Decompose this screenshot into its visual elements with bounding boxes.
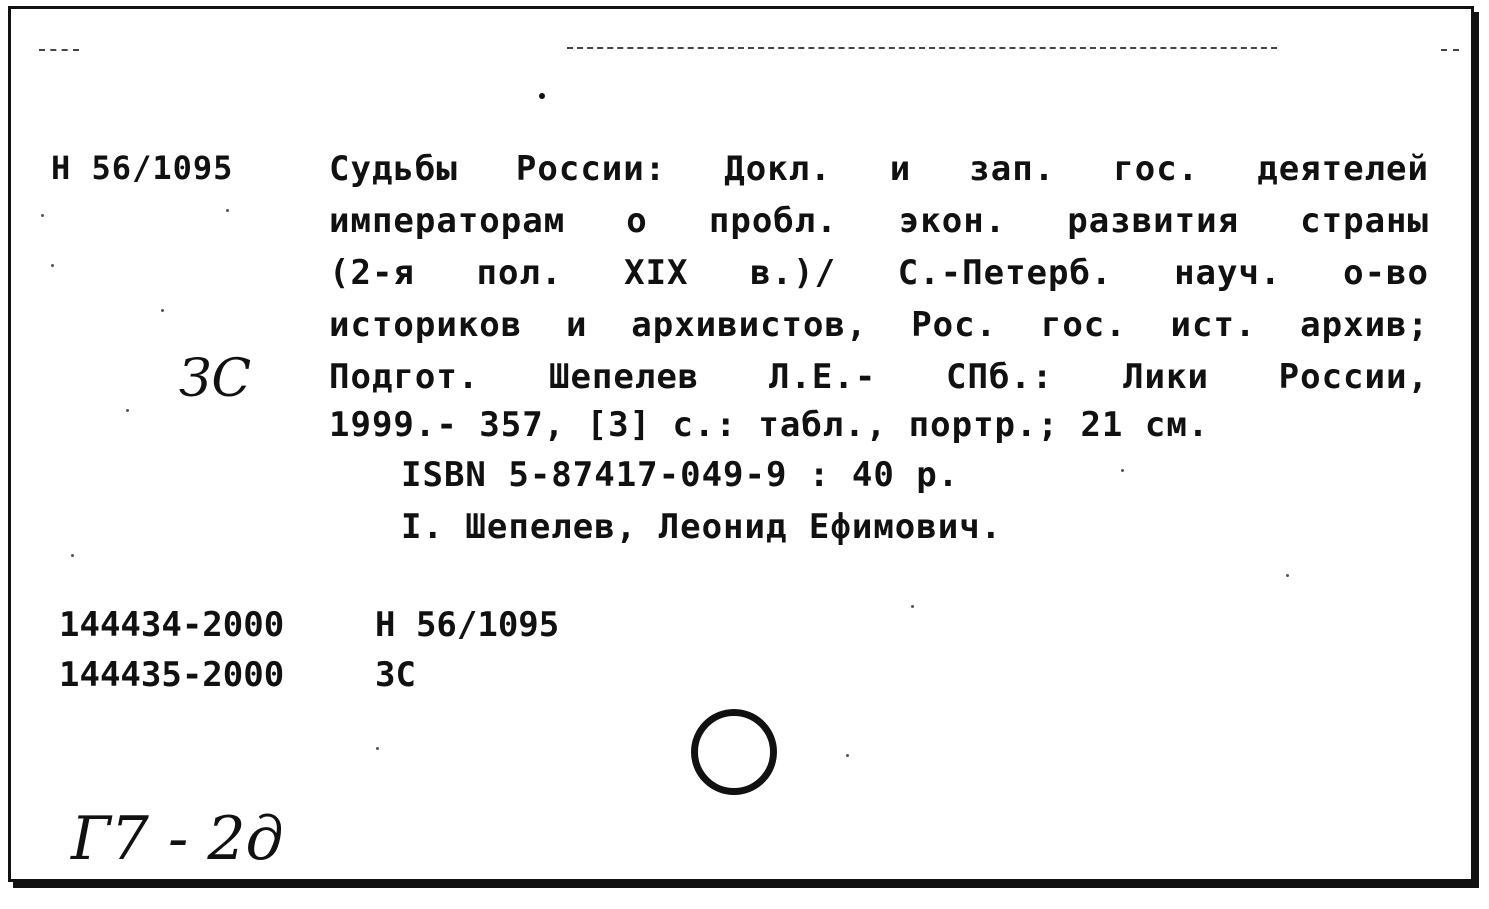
entry-line-6: 1999.- 357, [3] с.: табл., портр.; 21 см. xyxy=(329,405,1210,445)
call-number: Н 56/1095 xyxy=(51,149,234,187)
speck xyxy=(71,554,74,557)
speck xyxy=(161,309,164,312)
handwritten-shelf-mark: ЗС xyxy=(179,349,252,409)
speck xyxy=(226,209,229,212)
top-rule-left xyxy=(39,49,79,51)
entry-line-5: Подгот. Шепелев Л.Е.- СПб.: Лики России, xyxy=(329,357,1429,397)
isbn-line: ISBN 5-87417-049-9 : 40 р. xyxy=(401,455,960,495)
entry-line-2: императорам о пробл. экон. развития страны xyxy=(329,201,1429,241)
added-entry: I. Шепелев, Леонид Ефимович. xyxy=(401,507,1003,547)
top-rule-end xyxy=(1441,49,1459,51)
accession-row xyxy=(59,655,416,695)
entry-line-3: (2-я пол. XIX в.)/ С.-Петерб. науч. о-во xyxy=(329,253,1429,293)
speck xyxy=(126,409,129,412)
speck xyxy=(1286,574,1289,577)
speck xyxy=(1121,469,1124,472)
speck xyxy=(376,747,379,750)
card-hole xyxy=(691,709,777,795)
handwritten-note: Г7 - 2д xyxy=(71,804,284,874)
entry-line-1: Судьбы России: Докл. и зап. гос. деятелей xyxy=(329,149,1429,189)
speck xyxy=(51,264,54,267)
catalog-card xyxy=(8,6,1474,882)
accession-location: Н 56/1095 xyxy=(375,605,560,645)
top-rule-right xyxy=(567,47,1277,49)
accession-number: 144435-2000 xyxy=(59,655,285,695)
accession-location: ЗС xyxy=(375,655,416,695)
speck xyxy=(911,605,914,608)
accession-row xyxy=(59,605,560,645)
speck xyxy=(846,754,849,757)
accession-number: 144434-2000 xyxy=(59,605,285,645)
entry-line-4: историков и архивистов, Рос. гос. ист. архив; xyxy=(329,305,1429,345)
speck xyxy=(41,214,44,217)
ink-dot xyxy=(539,93,545,99)
